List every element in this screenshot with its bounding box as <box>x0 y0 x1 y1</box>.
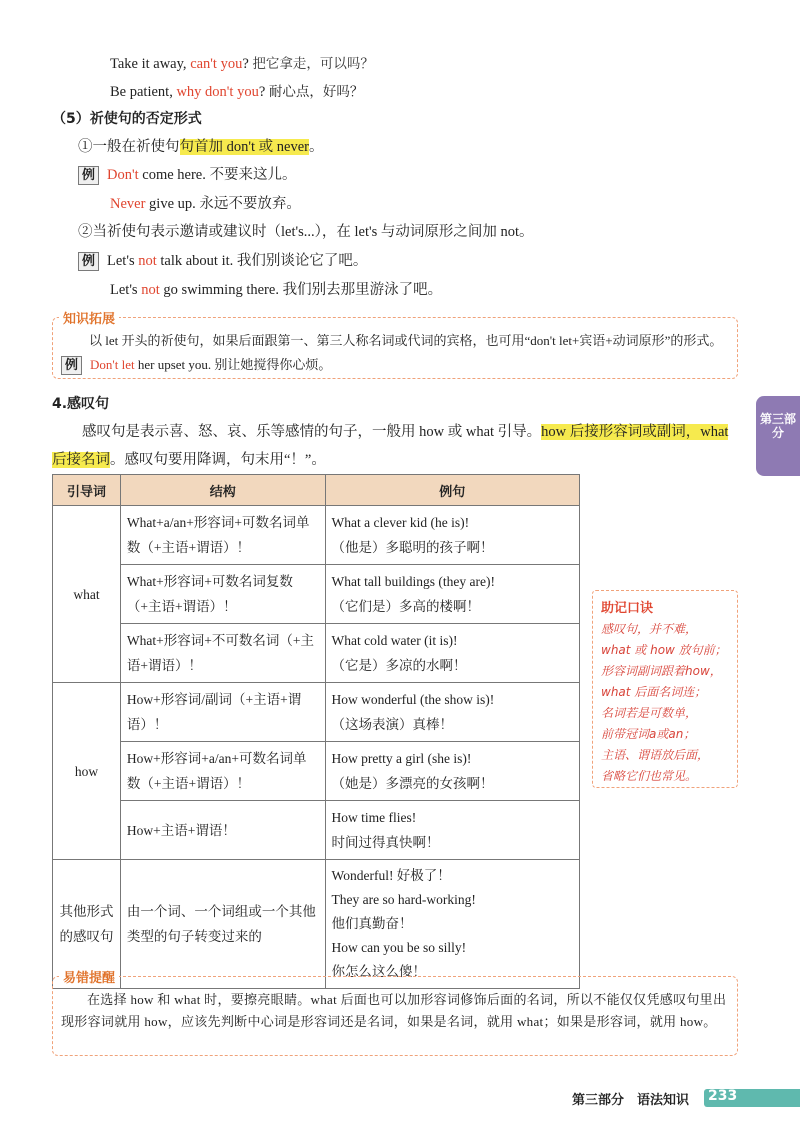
example-2: Never give up. 永远不要放弃。 <box>110 196 301 212</box>
example-cell: What tall buildings (they are)! （它们是）多高的楼啊！ <box>325 565 579 624</box>
table-row <box>53 860 580 989</box>
rule-2: ②当祈使句表示邀请或建议时（let's...），在 let's 与动词原形之间加 not。 <box>78 224 534 240</box>
example-cell: How time flies! 时间过得真快啊！ <box>325 801 579 860</box>
example-cell: How pretty a girl (she is)! （她是）多漂亮的女孩啊！ <box>325 742 579 801</box>
header-structure: 结构 <box>120 475 325 506</box>
example-cell: What a clever kid (he is)! （他是）多聪明的孩子啊！ <box>325 506 579 565</box>
mnemonic-box <box>592 590 738 788</box>
lead-what: what <box>53 506 121 683</box>
error-reminder-tag: 易错提醒 <box>59 967 119 986</box>
structure-cell: How+形容词/副词（+主语+谓语）！ <box>120 683 325 742</box>
mnemonic-title: 助记口诀 <box>601 601 654 616</box>
example-4: Let's not go swimming there. 我们别去那里游泳了吧。 <box>110 282 443 298</box>
top-example-2: Be patient, why don't you? 耐心点，好吗？ <box>110 84 364 100</box>
error-reminder-box <box>52 971 738 1056</box>
structure-cell: What+a/an+形容词+可数名词单数（+主语+谓语）！ <box>120 506 325 565</box>
page-number: 233 <box>708 1088 738 1104</box>
example-tag: 例 <box>78 252 99 271</box>
lead-other: 其他形式的感叹句 <box>53 860 121 989</box>
section-5-title: （5）祈使句的否定形式 <box>52 111 202 127</box>
example-cell: How wonderful (the show is)! （这场表演）真棒！ <box>325 683 579 742</box>
example-tag: 例 <box>61 356 82 375</box>
knowledge-extension-tag: 知识拓展 <box>59 308 119 327</box>
example-tag: 例 <box>78 166 99 185</box>
header-example: 例句 <box>325 475 579 506</box>
structure-cell: 由一个词、一个词组或一个其他类型的句子转变过来的 <box>120 860 325 989</box>
example-cell: What cold water (it is)! （它是）多凉的水啊！ <box>325 624 579 683</box>
table-row <box>53 624 580 683</box>
extension-example: 例 Don't let her upset you. 别让她搅得你心烦。 <box>61 354 331 375</box>
table-row <box>53 801 580 860</box>
structure-cell: What+形容词+可数名词复数（+主语+谓语）！ <box>120 565 325 624</box>
mnemonic-lines: 感叹句，并不难， what 或 how 放句前； 形容词副词跟着how， what 后面名词连； 名词若是可数单， 前带冠词a或an； 主语、谓语放后面， 省略它们也常见。 <box>601 622 727 783</box>
table-header-row <box>53 475 580 506</box>
top-example-1: Take it away, can't you? 把它拿走，可以吗？ <box>110 56 374 72</box>
example-cell: Wonderful! 好极了！ They are so hard-working! 他们真勤奋！ How can you be so silly! 你怎么这么傻！ <box>325 860 579 989</box>
exclamation-table <box>52 474 580 989</box>
table-row <box>53 565 580 624</box>
example-3: 例 Let's not talk about it. 我们别谈论它了吧。 <box>78 249 367 271</box>
extension-text: 以 let 开头的祈使句，如果后面跟第一、第三人称名词或代词的宾格，也可用“don't let+宾语+动词原形”的形式。 <box>89 333 723 348</box>
structure-cell: How+形容词+a/an+可数名词单数（+主语+谓语）！ <box>120 742 325 801</box>
lead-how: how <box>53 683 121 860</box>
header-lead: 引导词 <box>53 475 121 506</box>
error-reminder-text: 在选择 how 和 what 时，要擦亮眼睛。what 后面也可以加形容词修饰后面的名词，所以不能仅仅凭感叹句里出现形容词就用 how，应该先判断中心词是形容词还是名词，如果是名词，就用 what；如果是形容词，就用 how。 <box>61 992 727 1029</box>
rule-1: ①一般在祈使句句首加 don't 或 never。 <box>78 139 324 155</box>
table-row <box>53 742 580 801</box>
knowledge-extension-box <box>52 312 738 379</box>
example-1: 例 Don't come here. 不要来这儿。 <box>78 163 297 185</box>
table-row <box>53 683 580 742</box>
table-row <box>53 506 580 565</box>
structure-cell: How+主语+谓语！ <box>120 801 325 860</box>
footer-section: 第三部分 语法知识 <box>572 1093 690 1108</box>
section-4-title: 4.感叹句 <box>52 396 110 412</box>
section-side-tab[interactable]: 第三部分 <box>756 396 800 476</box>
section-4-paragraph: 感叹句是表示喜、怒、哀、乐等感情的句子，一般用 how 或 what 引导。how 后接形容词或副词，what后接名词。感叹句要用降调，句末用“！”。 <box>52 424 729 468</box>
structure-cell: What+形容词+不可数名词（+主语+谓语）！ <box>120 624 325 683</box>
